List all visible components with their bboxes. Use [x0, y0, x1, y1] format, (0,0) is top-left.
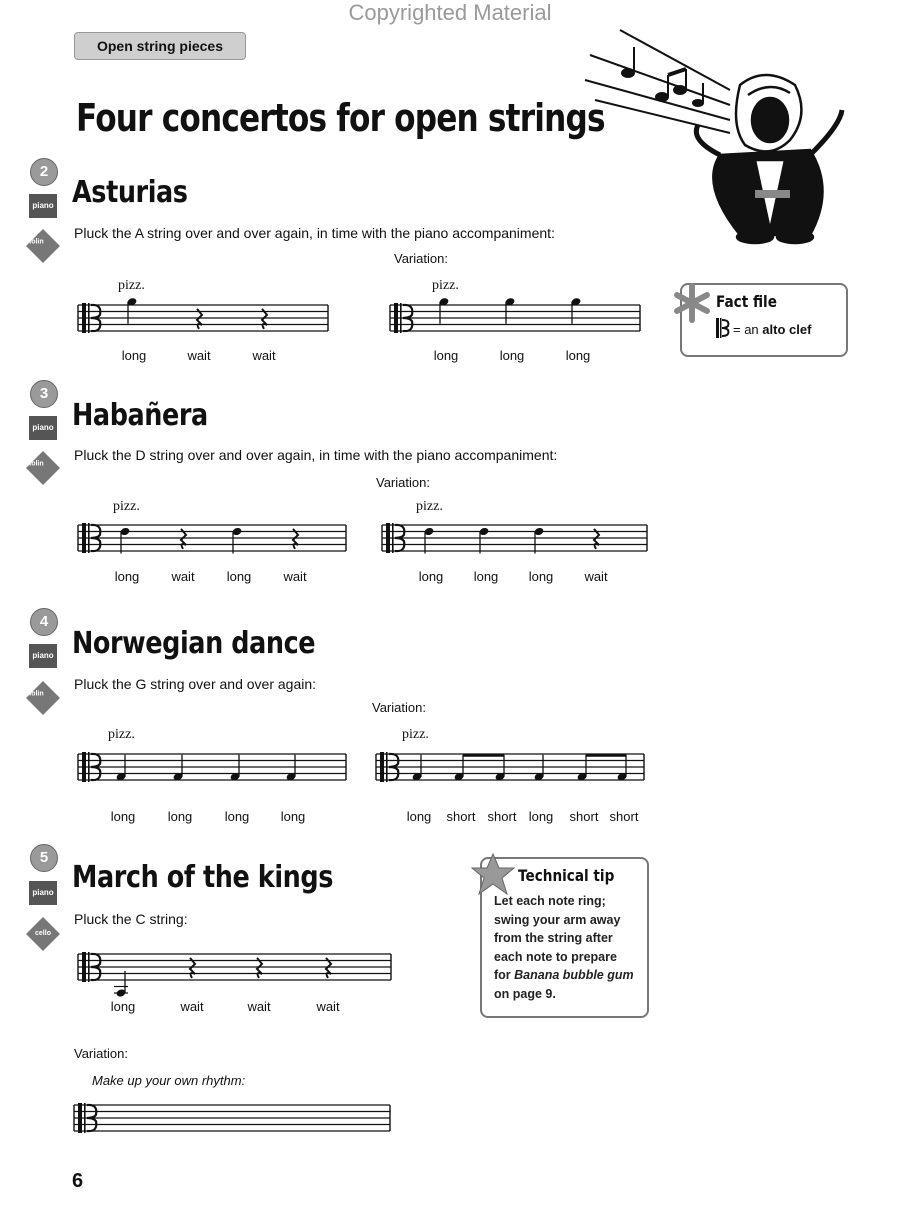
note-word: wait: [187, 348, 211, 363]
piece-title: Asturias: [72, 175, 188, 210]
note-word: short: [569, 809, 599, 824]
alto-clef-icon: [84, 1103, 86, 1133]
violin-cello-track-icon: violin cello: [26, 451, 60, 485]
pizz-marking: pizz.: [108, 727, 135, 742]
note-word: long: [528, 809, 554, 824]
piece-instruction: Pluck the C string:: [74, 911, 188, 927]
piece-instruction: Pluck the G string over and over again:: [74, 676, 317, 692]
note-word: long: [528, 569, 554, 584]
piano-track-icon: piano: [29, 416, 57, 440]
note-word: long: [224, 809, 250, 824]
technical-tip-heading: Technical tip: [518, 866, 615, 885]
note-word: long: [499, 348, 525, 363]
note-word: long: [121, 348, 147, 363]
note-word: long: [565, 348, 591, 363]
star-icon: [470, 852, 516, 896]
pizz-marking: pizz.: [416, 499, 443, 514]
piece-title: Norwegian dance: [72, 626, 316, 661]
note-word: short: [446, 809, 476, 824]
violin-cello-track-icon: violin cello: [26, 681, 60, 715]
piece-title: Habañera: [72, 398, 208, 433]
track-number-badge: 3: [30, 380, 58, 408]
variation-label: Variation:: [394, 251, 448, 266]
page-number: 6: [72, 1170, 84, 1192]
variation-label: Variation:: [74, 1046, 128, 1061]
note-word: long: [114, 569, 140, 584]
note-word: long: [110, 809, 136, 824]
variation-label: Variation:: [372, 700, 426, 715]
pizz-marking: pizz.: [402, 727, 429, 742]
note-word: wait: [283, 569, 307, 584]
track-number-badge: 4: [30, 608, 58, 636]
note-word: long: [433, 348, 459, 363]
make-up-instruction: Make up your own rhythm:: [92, 1073, 246, 1088]
pizz-marking: pizz.: [113, 499, 140, 514]
note-word: long: [418, 569, 444, 584]
note-word: wait: [252, 348, 276, 363]
pizz-marking: pizz.: [432, 278, 459, 293]
note-word: long: [473, 569, 499, 584]
piano-track-icon: piano: [29, 194, 57, 218]
note-word: long: [167, 809, 193, 824]
note-word: short: [609, 809, 639, 824]
piano-track-icon: piano: [29, 644, 57, 668]
note-word: wait: [180, 999, 204, 1014]
pizz-marking: pizz.: [118, 278, 145, 293]
track-number-badge: 5: [30, 844, 58, 872]
piano-track-icon: piano: [29, 881, 57, 905]
fact-file-heading: Fact file: [716, 292, 777, 311]
note-word: long: [110, 999, 136, 1014]
note-word: short: [487, 809, 517, 824]
page-title: Four concertos for open strings: [76, 96, 605, 140]
technical-tip-text: Let each note ring; swing your arm away from the string after each note to prepare for Banana bubble gum on page 9.: [494, 894, 634, 1001]
note-word: long: [406, 809, 432, 824]
violin-cello-track-icon: violin cello: [26, 229, 60, 263]
piece-instruction: Pluck the D string over and over again, in time with the piano accompaniment:: [74, 447, 558, 463]
note-word: wait: [316, 999, 340, 1014]
copyright-watermark: Copyrighted Material: [348, 0, 552, 25]
note-word: wait: [171, 569, 195, 584]
variation-label: Variation:: [376, 475, 430, 490]
piece-title: March of the kings: [72, 860, 333, 895]
note-word: wait: [584, 569, 608, 584]
fact-file-text: = an alto clef: [733, 322, 812, 337]
piece-instruction: Pluck the A string over and over again, in time with the piano accompaniment:: [74, 225, 555, 241]
section-tag: Open string pieces: [74, 32, 246, 60]
note-word: long: [280, 809, 306, 824]
note-word: long: [226, 569, 252, 584]
track-number-badge: 2: [30, 158, 58, 186]
alto-clef-icon: [78, 1103, 82, 1133]
note-word: wait: [247, 999, 271, 1014]
cello-track-icon: cello: [26, 917, 60, 951]
